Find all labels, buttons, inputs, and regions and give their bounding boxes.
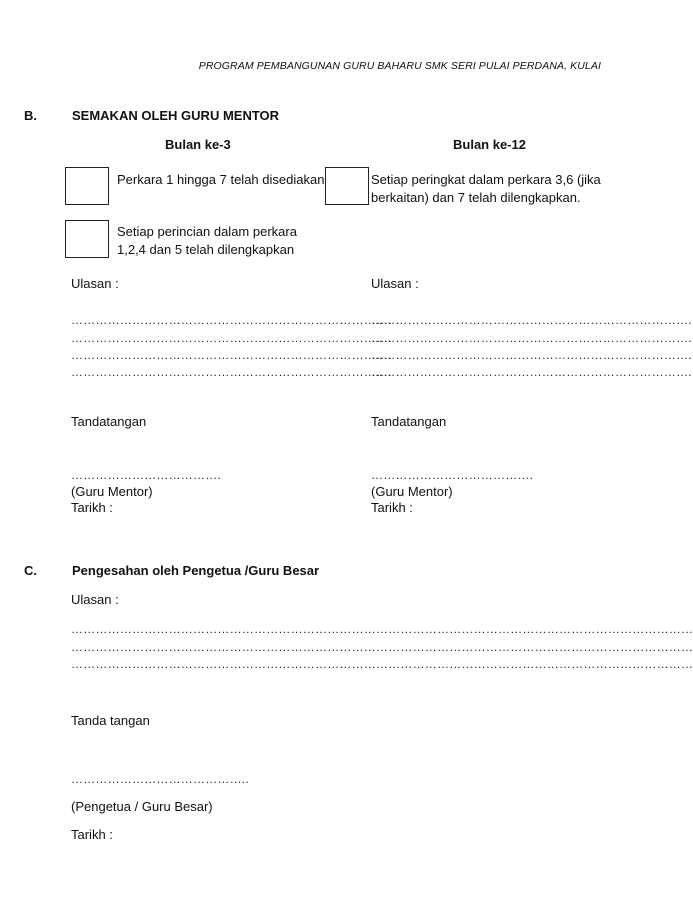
checkbox-bulan3-perkara-label: Perkara 1 hingga 7 telah disediakan bbox=[117, 172, 325, 187]
checkbox-bulan3-perincian-label-2: 1,2,4 dan 5 telah dilengkapkan bbox=[117, 242, 295, 257]
checkbox-bulan12-peringkat[interactable] bbox=[325, 167, 369, 205]
right-ulasan-line[interactable]: ……………………………………………………………………. bbox=[371, 348, 692, 362]
checkbox-bulan12-label-1: Setiap peringkat dalam perkara 3,6 (jika bbox=[371, 172, 601, 187]
right-ulasan-label: Ulasan : bbox=[371, 276, 419, 291]
c-signature-line[interactable]: …………………………………….. bbox=[71, 772, 249, 786]
section-c-title: Pengesahan oleh Pengetua /Guru Besar bbox=[72, 563, 320, 578]
c-signature-label: Tanda tangan bbox=[71, 713, 150, 728]
section-b-title: SEMAKAN OLEH GURU MENTOR bbox=[72, 108, 280, 123]
left-signature-label: Tandatangan bbox=[71, 414, 147, 429]
right-date-label: Tarikh : bbox=[371, 500, 413, 515]
c-ulasan-line[interactable]: ……………………………………………………………………………………………………………………………………… bbox=[71, 657, 693, 671]
left-ulasan-line[interactable]: ……………………………………………………………………. bbox=[71, 365, 392, 379]
checkbox-bulan3-perincian[interactable] bbox=[65, 220, 109, 258]
left-ulasan-line[interactable]: ……………………………………………………………………. bbox=[71, 313, 392, 327]
section-b-letter: B. bbox=[24, 108, 37, 123]
left-ulasan-line[interactable]: ……………………………………………………………………. bbox=[71, 331, 392, 345]
right-ulasan-line[interactable]: ……………………………………………………………………. bbox=[371, 331, 692, 345]
c-ulasan-line[interactable]: ……………………………………………………………………………………………………………………………………… bbox=[71, 640, 693, 654]
left-date-label: Tarikh : bbox=[71, 500, 113, 515]
page-header: PROGRAM PEMBANGUNAN GURU BAHARU SMK SERI PULAI PERDANA, KULAI bbox=[198, 60, 601, 72]
right-signature-label: Tandatangan bbox=[371, 414, 447, 429]
left-ulasan-line[interactable]: ……………………………………………………………………. bbox=[71, 348, 392, 362]
right-ulasan-line[interactable]: ……………………………………………………………………. bbox=[371, 365, 692, 379]
section-c-letter: C. bbox=[24, 563, 37, 578]
checkbox-bulan3-perkara[interactable] bbox=[65, 167, 109, 205]
c-role-label: (Pengetua / Guru Besar) bbox=[71, 799, 213, 814]
right-signature-line[interactable]: …………………………………. bbox=[371, 468, 534, 482]
c-ulasan-line[interactable]: ……………………………………………………………………………………………………………………………………… bbox=[71, 622, 693, 636]
left-ulasan-label: Ulasan : bbox=[71, 276, 119, 291]
checkbox-bulan3-perincian-label-1: Setiap perincian dalam perkara bbox=[117, 224, 297, 239]
c-ulasan-label: Ulasan : bbox=[71, 592, 119, 607]
left-heading: Bulan ke-3 bbox=[165, 137, 231, 152]
right-heading: Bulan ke-12 bbox=[453, 137, 526, 152]
right-role-label: (Guru Mentor) bbox=[371, 484, 453, 499]
right-ulasan-line[interactable]: ……………………………………………………………………. bbox=[371, 313, 692, 327]
left-role-label: (Guru Mentor) bbox=[71, 484, 153, 499]
c-date-label: Tarikh : bbox=[71, 827, 113, 842]
checkbox-bulan12-label-2: berkaitan) dan 7 telah dilengkapkan. bbox=[371, 190, 581, 205]
left-signature-line[interactable]: ………………………………. bbox=[71, 468, 221, 482]
